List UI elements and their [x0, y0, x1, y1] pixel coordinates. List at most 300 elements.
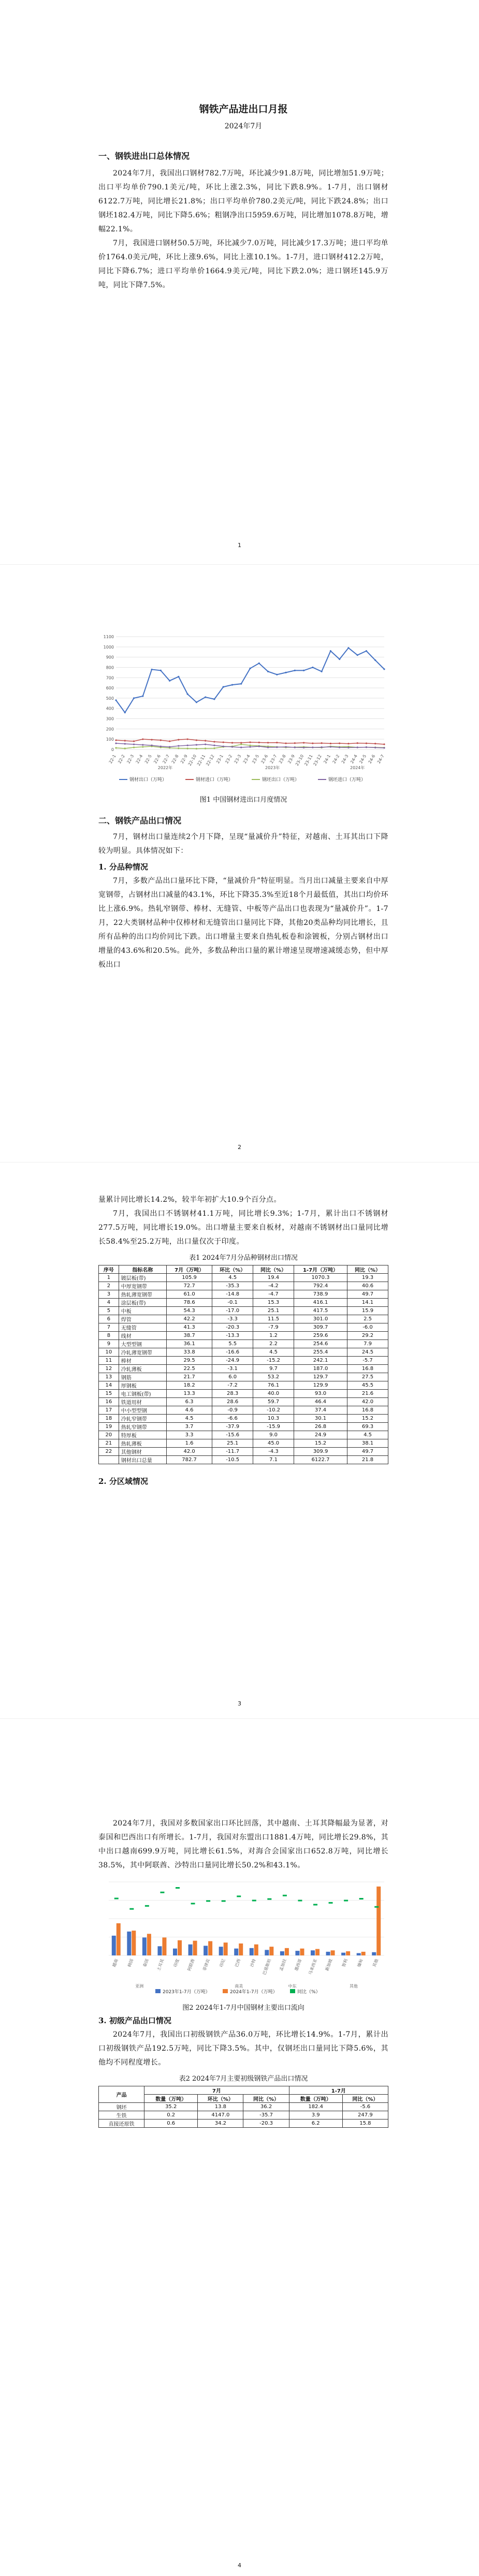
series-point	[267, 742, 269, 743]
table-1-cell: -3.1	[212, 1365, 253, 1373]
table-1-cell: 49.7	[347, 1448, 388, 1456]
table-1-cell: -24.9	[212, 1357, 253, 1365]
series-point	[124, 740, 126, 742]
table-1-cell: 12	[99, 1365, 119, 1373]
table-1-header-cell: 7月（万吨）	[167, 1265, 212, 1274]
table-1-cell: 16	[99, 1398, 119, 1406]
table-1-body	[99, 1274, 388, 1464]
series-point	[133, 741, 135, 742]
table-1-cell: 255.4	[294, 1348, 347, 1357]
table-2-row	[99, 2111, 388, 2119]
year-label: 2022年	[157, 766, 173, 770]
table-1-cell: -5.7	[347, 1357, 388, 1365]
bar	[295, 1951, 299, 1955]
table-1-cell: 21.7	[167, 1373, 212, 1381]
table-1-cell: 13	[99, 1373, 119, 1381]
yoy-marker	[283, 1895, 287, 1896]
yoy-marker	[298, 1900, 302, 1902]
series-point	[240, 746, 242, 748]
table-1-cell: 热轧薄板	[119, 1439, 166, 1448]
series-point	[223, 745, 224, 747]
table-1-cell: 大型型钢	[119, 1340, 166, 1348]
series-point	[213, 744, 215, 746]
table-1-cell: -15.9	[253, 1423, 294, 1431]
series-point	[151, 669, 152, 670]
chart-legend	[155, 1989, 321, 1995]
table-1-cell: -7.9	[253, 1323, 294, 1332]
bar	[254, 1945, 258, 1955]
series-point	[321, 742, 323, 744]
table-1-cell: 41.3	[167, 1323, 212, 1332]
x-tick-label: 23-12	[312, 754, 323, 767]
x-tick-label: 23-2	[224, 754, 234, 764]
table-1-cell: 20	[99, 1431, 119, 1439]
series-point	[303, 747, 304, 748]
table-2-header-cell: 数量（万吨）	[144, 2095, 198, 2103]
series-point	[231, 684, 233, 686]
chart-group-labels	[135, 1983, 358, 1989]
section1-heading: 一、钢铁进出口总体情况	[98, 151, 190, 161]
table-1-cell: -10.2	[253, 1406, 294, 1415]
bar	[219, 1947, 223, 1955]
table-1-cell: 78.6	[167, 1299, 212, 1307]
table-2-cell: 34.2	[198, 2119, 243, 2128]
series-point	[213, 741, 215, 743]
series-point	[312, 743, 313, 744]
table-1-cell	[99, 1456, 119, 1464]
table-1-cell: -10.5	[212, 1456, 253, 1464]
table-1-cell: 69.3	[347, 1423, 388, 1431]
bar	[117, 1923, 121, 1955]
table-2-caption: 表2 2024年7月主要初级钢铁产品出口情况	[179, 2075, 308, 2083]
series-point	[249, 742, 251, 743]
x-tick-label: 24-6	[367, 754, 376, 764]
table-1-cell: 14	[99, 1381, 119, 1390]
yoy-marker	[329, 1902, 333, 1904]
table-2-cell: -5.6	[342, 2103, 388, 2111]
series-point	[223, 742, 224, 743]
series-point	[383, 747, 385, 748]
table-1-cell: 13.3	[167, 1390, 212, 1398]
report-date: 2024年7月	[224, 122, 263, 130]
table-1-cell: 7.9	[347, 1340, 388, 1348]
table-1-cell: 10.3	[253, 1415, 294, 1423]
table-1-cell: 72.7	[167, 1282, 212, 1290]
table-1-cell: 4.5	[253, 1348, 294, 1357]
table-1-cell: -4.3	[253, 1448, 294, 1456]
series-point	[285, 743, 286, 744]
y-tick-label: 300	[106, 716, 114, 722]
bar	[341, 1953, 345, 1955]
table-1-cell: 无缝管	[119, 1323, 166, 1332]
table-1-cell: 129.9	[294, 1381, 347, 1390]
figure-1-line-chart	[98, 631, 388, 787]
table-1-cell: 417.5	[294, 1307, 347, 1315]
series-point	[178, 676, 179, 678]
x-tick-label: 23-5	[251, 754, 260, 764]
series-point	[276, 674, 278, 675]
series-point	[231, 746, 233, 747]
table-2-header-cell: 数量（万吨）	[289, 2095, 342, 2103]
table-1-header-cell: 环比（%）	[212, 1265, 253, 1274]
table-1-product-exports	[98, 1265, 388, 1464]
table-1-cell: -35.3	[212, 1282, 253, 1290]
x-tick-label: 24-7	[376, 754, 385, 764]
x-tick-label: 24-3	[340, 754, 350, 764]
series-point	[115, 743, 117, 744]
group-label: 其他	[349, 1984, 358, 1989]
table-2-header-cell: 同比（%）	[243, 2095, 289, 2103]
table-1-cell: 25.1	[212, 1439, 253, 1448]
x-tick-label: 23-4	[242, 754, 251, 764]
bar	[331, 1950, 335, 1955]
series-point	[133, 743, 135, 745]
table-1-cell: 42.0	[347, 1398, 388, 1406]
table-2-cell: 生铁	[99, 2111, 144, 2119]
table-1-row	[99, 1315, 388, 1323]
bar	[265, 1950, 269, 1955]
table-1-cell: 涂层板(带)	[119, 1299, 166, 1307]
page-number-2: 2	[238, 1144, 241, 1151]
yoy-marker	[114, 1897, 119, 1899]
x-tick-label: 巴基斯坦	[262, 1958, 272, 1976]
page-2	[0, 569, 479, 1162]
table-1-row	[99, 1274, 388, 1282]
page-separator	[0, 1718, 479, 1719]
table-1-cell: -6.0	[347, 1323, 388, 1332]
table-1-cell: 4	[99, 1299, 119, 1307]
series-point	[231, 742, 233, 744]
series-point	[347, 647, 349, 649]
table-1-cell: 782.7	[167, 1456, 212, 1464]
legend-label: 2023年1-7月（万吨）	[163, 1990, 210, 1995]
table-1-cell: 冷轧薄宽钢带	[119, 1348, 166, 1357]
series-point	[276, 746, 278, 748]
series-point	[142, 744, 143, 745]
y-tick-label: 1000	[103, 644, 114, 650]
table-2-header-cell: 同比（%）	[342, 2095, 388, 2103]
yoy-marker	[374, 1906, 379, 1908]
figure-2-caption: 图2 2024年1-7月中国钢材主要出口流向	[182, 2004, 304, 2012]
x-tick-label: 23-7	[269, 754, 278, 764]
bar	[147, 1934, 151, 1955]
bar	[372, 1952, 376, 1955]
series-point	[267, 746, 269, 748]
table-1-cell: 15.9	[347, 1307, 388, 1315]
series-point	[321, 746, 323, 748]
table-2-cell: 6.2	[289, 2119, 342, 2128]
x-tick-label: 泰国	[142, 1958, 150, 1968]
table-1-cell: 9.0	[253, 1431, 294, 1439]
yoy-marker	[359, 1898, 364, 1900]
table-1-cell: -20.3	[212, 1323, 253, 1332]
series-point	[240, 742, 242, 744]
table-1-cell: 1.2	[253, 1332, 294, 1340]
section2-intro: 7月，钢材出口量连续2个月下降，呈现“量减价升”特征，对越南、土耳其出口下降较为明显。具体情况如下：	[98, 833, 388, 855]
y-tick-label: 900	[106, 655, 114, 660]
series-point	[196, 744, 197, 745]
year-label: 2023年	[265, 766, 280, 770]
table-2-cell: 3.9	[289, 2111, 342, 2119]
table-1-cell: -13.3	[212, 1332, 253, 1340]
table-1-cell: -3.3	[212, 1315, 253, 1323]
x-tick-label: 24-1	[323, 754, 332, 764]
table-1-cell: 4.6	[167, 1406, 212, 1415]
table-2-header-cell: 1-7月	[289, 2086, 388, 2095]
yoy-marker	[206, 1900, 210, 1902]
bar	[239, 1944, 243, 1955]
series-point	[383, 668, 385, 670]
yoy-marker	[222, 1900, 226, 1902]
table-1-cell: 45.5	[347, 1381, 388, 1390]
bar	[178, 1940, 182, 1955]
x-tick-label: 22-12	[205, 754, 215, 767]
page-4	[0, 1724, 479, 2576]
x-tick-label: 智利	[341, 1958, 349, 1968]
table-1-header-cell: 序号	[99, 1265, 119, 1274]
table-1-cell: 59.7	[253, 1398, 294, 1406]
table-1-cell: 42.0	[167, 1448, 212, 1456]
table-1-row	[99, 1390, 388, 1398]
series-point	[294, 746, 296, 748]
table-1-cell: 线材	[119, 1332, 166, 1340]
y-tick-label: 400	[106, 706, 114, 711]
x-tick-label: 阿联酋	[186, 1958, 196, 1972]
x-tick-label: 24-5	[358, 754, 368, 764]
table-1-cell: 254.6	[294, 1340, 347, 1348]
series-point	[285, 746, 286, 747]
x-tick-label: 缅甸	[356, 1958, 364, 1968]
y-tick-label: 700	[106, 675, 114, 681]
x-tick-label: 23-9	[287, 754, 296, 764]
series-point	[115, 740, 117, 741]
table-1-cell: 热轧薄宽钢带	[119, 1290, 166, 1299]
table-1-cell: 27.5	[347, 1373, 388, 1381]
table-1-cell: 22	[99, 1448, 119, 1456]
x-tick-label: 墨西哥	[294, 1958, 303, 1972]
table-1-cell: -14.8	[212, 1290, 253, 1299]
series-point	[258, 742, 260, 743]
table-1-cell: 42.2	[167, 1315, 212, 1323]
page-number-4: 4	[238, 2562, 241, 2569]
table-1-cell: 5	[99, 1307, 119, 1315]
bar	[173, 1949, 177, 1955]
x-tick-label: 23-10	[294, 754, 305, 767]
table-1-cell: -15.6	[212, 1431, 253, 1439]
section1-paragraph-1: 2024年7月，我国出口钢材782.7万吨，环比减少91.8万吨，同比增加51.9万吨；出口平均单价790.1美元/吨，环比上涨2.3%，同比下跌8.9%。1-7月，出口钢材6122.7万吨，同比增长21.8%；出口平均单价780.2美元/吨，同比下跌24.8%；出口钢坯182.4万吨，同比下降5.6%；粗钢净出口5959.6万吨，同比增加1078.8万吨，增幅22.1%。	[98, 169, 388, 233]
yoy-marker	[344, 1900, 348, 1902]
series-point	[124, 743, 126, 745]
table-1-cell: 309.9	[294, 1448, 347, 1456]
table-1-cell: 309.7	[294, 1323, 347, 1332]
series-point	[240, 743, 242, 745]
y-tick-label: 100	[106, 737, 114, 742]
table-2-cell: 182.4	[289, 2103, 342, 2111]
table-1-cell: 冷轧窄钢带	[119, 1415, 166, 1423]
series-point	[294, 742, 296, 744]
page-1	[0, 0, 479, 564]
series-point	[196, 748, 197, 749]
series-point	[124, 712, 126, 713]
table-2-cell: -20.3	[243, 2119, 289, 2128]
table-1-cell: 1.6	[167, 1439, 212, 1448]
yoy-marker	[252, 1900, 256, 1901]
subsection-2-heading: 2. 分区域情况	[98, 1477, 148, 1486]
table-1-cell: 738.9	[294, 1290, 347, 1299]
y-tick-label: 800	[106, 665, 114, 670]
table-1-cell: 16.8	[347, 1365, 388, 1373]
table-2-group-header-row	[99, 2086, 388, 2095]
series-point	[339, 746, 340, 748]
table-1-row	[99, 1323, 388, 1332]
table-2-cell: 0.2	[144, 2111, 198, 2119]
table-1-cell: -0.1	[212, 1299, 253, 1307]
subsection-1-paragraph-2: 量累计同比增长14.2%，较半年初扩大10.9个百分点。	[98, 1196, 281, 1204]
series-point	[321, 671, 323, 672]
bar	[193, 1941, 197, 1955]
series-point	[160, 670, 162, 671]
page-3	[0, 1167, 479, 1718]
table-1-header-cell: 指标名称	[119, 1265, 166, 1274]
series-point	[169, 741, 170, 742]
series-point	[169, 746, 170, 747]
series-point	[213, 747, 215, 749]
series-point	[276, 742, 278, 743]
table-1-cell: 40.6	[347, 1282, 388, 1290]
table-1-cell: 焊管	[119, 1315, 166, 1323]
table-1-cell: -4.7	[253, 1290, 294, 1299]
bar	[250, 1948, 254, 1955]
table-1-cell: 钢筋	[119, 1373, 166, 1381]
series-point	[160, 740, 162, 741]
legend-label: 钢材进口（万吨）	[196, 777, 234, 783]
table-2-row	[99, 2103, 388, 2111]
series-point	[178, 739, 179, 741]
series-point	[213, 698, 215, 700]
table-1-cell: 厚钢板	[119, 1381, 166, 1390]
bar	[188, 1945, 193, 1955]
table-1-cell: 中小型型钢	[119, 1406, 166, 1415]
bar	[300, 1949, 304, 1955]
table-1-cell: 15.3	[253, 1299, 294, 1307]
table-1-cell: 15.2	[347, 1415, 388, 1423]
table-1-cell: 38.1	[347, 1439, 388, 1448]
table-1-cell: 76.1	[253, 1381, 294, 1390]
y-tick-label: 0	[111, 747, 114, 752]
series-point	[142, 739, 143, 740]
bar	[162, 1937, 166, 1955]
table-1-cell: 7	[99, 1323, 119, 1332]
table-1-cell: 6.3	[167, 1398, 212, 1406]
series-point	[142, 746, 143, 747]
table-1-row	[99, 1307, 388, 1315]
table-1-cell: 792.4	[294, 1282, 347, 1290]
chart-yoy-markers	[114, 1887, 379, 1910]
table-1-row	[99, 1357, 388, 1365]
series-point	[366, 650, 367, 652]
x-tick-label: 韩国	[127, 1958, 135, 1968]
series-point	[267, 671, 269, 672]
table-1-cell: 镀层板(带)	[119, 1274, 166, 1282]
legend-swatch	[223, 1989, 228, 1993]
x-tick-label: 23-8	[278, 754, 287, 764]
series-point	[178, 745, 179, 746]
series-line	[116, 648, 384, 713]
series-point	[374, 659, 376, 661]
table-2-cell: 0.6	[144, 2119, 198, 2128]
series-point	[133, 746, 135, 748]
table-2-header-cell: 环比（%）	[198, 2095, 243, 2103]
chart-x-tick-labels	[108, 754, 385, 767]
table-1-cell: 1070.3	[294, 1274, 347, 1282]
table-1-cell: 46.4	[294, 1398, 347, 1406]
report-title: 钢铁产品进出口月报	[199, 104, 288, 115]
table-2-cell: 35.2	[144, 2103, 198, 2111]
series-point	[133, 697, 135, 699]
table-1-cell: 2	[99, 1282, 119, 1290]
series-point	[187, 739, 188, 740]
series-point	[249, 746, 251, 747]
table-1-row	[99, 1431, 388, 1439]
bar	[142, 1937, 147, 1955]
table-2-cell: 4147.0	[198, 2111, 243, 2119]
table-1-cell: 40.0	[253, 1390, 294, 1398]
bar	[224, 1942, 228, 1955]
y-tick-label: 500	[106, 696, 114, 701]
series-point	[383, 743, 385, 745]
table-1-cell: 冷轧薄板	[119, 1365, 166, 1373]
table-1-cell: -6.6	[212, 1415, 253, 1423]
series-point	[196, 740, 197, 741]
group-label: 亚洲	[135, 1984, 144, 1989]
table-1-cell: 30.1	[294, 1415, 347, 1423]
table-1-cell: 电工钢板(带)	[119, 1390, 166, 1398]
subsection-1-paragraph-1: 7月，多数产品出口量环比下降，“量减价升”特征明显。当月出口减量主要来自中厚宽钢带，占钢材出口减量的43.1%，环比下降35.3%至近18个月最低值，其出口均价环比上涨6.9%。热轧窄钢带、棒材、无缝管、中板等产品出口也表现为“量减价升”。1-7月，22大类钢材品种中仅棒材和无缝管出口量同比下降，其他20类品种均同比增长，且所有品种的出口均价同比下跌。出口增量主要来自热轧板卷和涂镀板，分别占钢材出口增量的43.6%和20.5%。此外，多数品种出口量的累计增速呈现增速减缓态势，但中厚板出口	[98, 877, 388, 969]
table-1-cell: 6.0	[212, 1373, 253, 1381]
table-1-cell: 15	[99, 1390, 119, 1398]
table-1-row	[99, 1439, 388, 1448]
bar	[132, 1931, 136, 1955]
page-separator	[0, 564, 479, 565]
table-1-cell: 2.5	[347, 1315, 388, 1323]
series-point	[142, 695, 143, 697]
table-1-cell: 18.2	[167, 1381, 212, 1390]
table-1-cell: 14.1	[347, 1299, 388, 1307]
legend-label: 同比（%）	[297, 1990, 321, 1995]
table-1-row	[99, 1340, 388, 1348]
table-1-cell: 19.3	[347, 1274, 388, 1282]
table-1-cell: 11.5	[253, 1315, 294, 1323]
section2-heading: 二、钢铁产品出口情况	[98, 816, 182, 826]
table-1-cell: 129.7	[294, 1373, 347, 1381]
table-1-cell: 15.2	[294, 1439, 347, 1448]
bar	[361, 1952, 366, 1955]
bar	[127, 1932, 131, 1955]
table-2-header-cell: 产品	[99, 2086, 144, 2103]
bar	[157, 1946, 162, 1955]
table-1-cell: 105.9	[167, 1274, 212, 1282]
yoy-marker	[176, 1887, 180, 1889]
series-point	[249, 668, 251, 669]
table-1-cell: 7.1	[253, 1456, 294, 1464]
table-1-row	[99, 1290, 388, 1299]
table-1-cell: 24.9	[294, 1431, 347, 1439]
table-1-cell: 33.8	[167, 1348, 212, 1357]
x-tick-label: 沙特	[249, 1958, 257, 1968]
table-2-cell: 13.8	[198, 2103, 243, 2111]
table-1-cell: 21	[99, 1439, 119, 1448]
series-point	[285, 672, 286, 673]
